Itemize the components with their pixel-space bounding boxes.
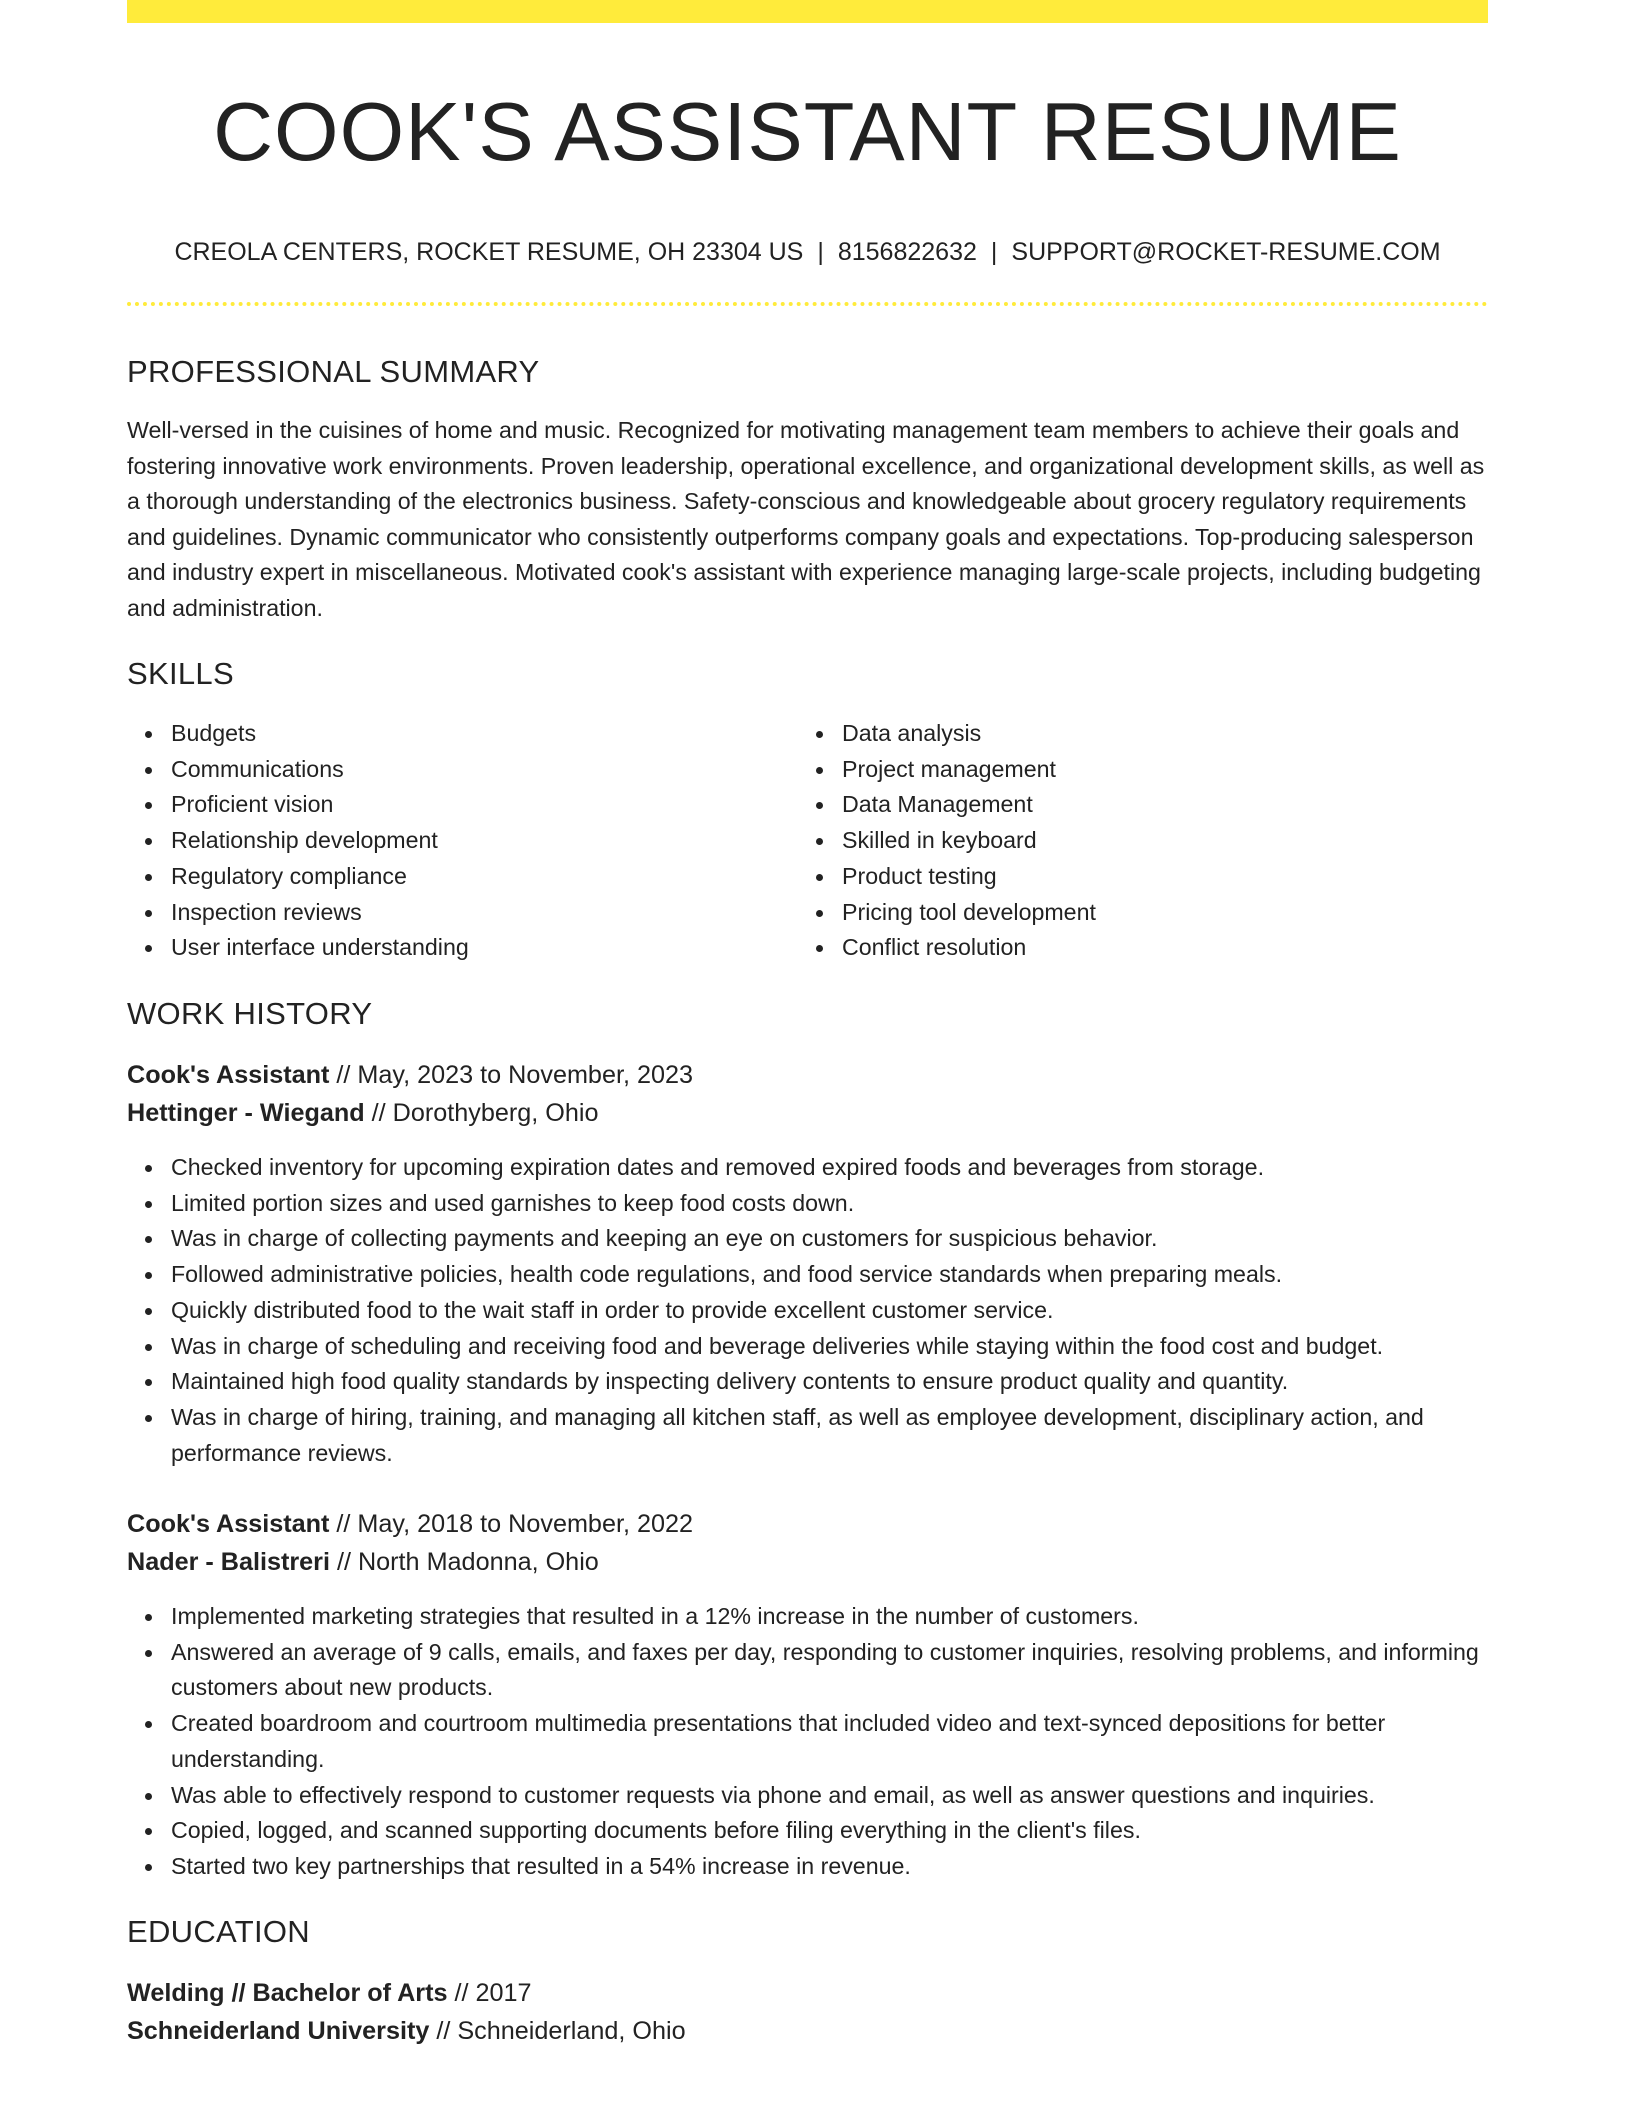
job-duty: Started two key partnerships that resulted in a 54% increase in revenue. <box>171 1849 1488 1885</box>
job-duty: Was in charge of collecting payments and keeping an eye on customers for suspicious behavior. <box>171 1221 1488 1257</box>
job-company: Hettinger - Wiegand <box>127 1099 365 1127</box>
job-duties-list <box>127 1599 1488 1885</box>
skill-item: Relationship development <box>171 823 791 859</box>
summary-heading: PROFESSIONAL SUMMARY <box>127 354 540 389</box>
contact-line <box>127 234 1488 270</box>
job-duty: Copied, logged, and scanned supporting documents before filing everything in the client's files. <box>171 1813 1488 1849</box>
skill-item: Skilled in keyboard <box>842 823 1462 859</box>
job-duty: Quickly distributed food to the wait staff in order to provide excellent customer service. <box>171 1293 1488 1329</box>
header-divider <box>127 302 1488 306</box>
skill-item: Inspection reviews <box>171 895 791 931</box>
job-location: // Dorothyberg, Ohio <box>364 1099 599 1127</box>
education-degree-line <box>127 1975 532 2011</box>
job-dates: // May, 2023 to November, 2023 <box>329 1061 693 1089</box>
job-dates: // May, 2018 to November, 2022 <box>329 1510 693 1538</box>
job-duty: Was able to effectively respond to customer requests via phone and email, as well as answer questions and inquiries. <box>171 1778 1488 1814</box>
skill-item: Communications <box>171 752 791 788</box>
education-school-line <box>127 2013 686 2049</box>
job-company-line <box>127 1095 598 1131</box>
job-duty: Was in charge of scheduling and receiving food and beverage deliveries while staying within the food cost and budget. <box>171 1329 1488 1365</box>
job-duty: Limited portion sizes and used garnishes to keep food costs down. <box>171 1186 1488 1222</box>
skill-item: Regulatory compliance <box>171 859 791 895</box>
summary-text: Well-versed in the cuisines of home and music. Recognized for motivating management team members to achieve their goals and fostering innovative work environments. Proven leadership, operational excellence, and organizational development skills, as well as a thorough understanding of the electronics business. Safety-conscious and knowledgeable about grocery regulatory requirements and guidelines. Dynamic communicator who consistently outperforms company goals and expectations. Top-producing salesperson and industry expert in miscellaneous. Motivated cook's assistant with experience managing large-scale projects, including budgeting and administration. <box>127 417 1485 621</box>
job-role: Cook's Assistant <box>127 1061 330 1089</box>
education-heading: EDUCATION <box>127 1914 310 1949</box>
skills-heading: SKILLS <box>127 656 234 691</box>
contact-separator: | <box>990 238 998 266</box>
resume-title: COOK'S ASSISTANT RESUME <box>213 85 1402 178</box>
job-location: // North Madonna, Ohio <box>329 1548 599 1576</box>
job-role: Cook's Assistant <box>127 1510 330 1538</box>
job-role-line <box>127 1506 693 1542</box>
skill-item: Budgets <box>171 716 791 752</box>
accent-bar <box>127 0 1488 23</box>
skill-item: Project management <box>842 752 1462 788</box>
contact-separator: | <box>817 238 824 266</box>
work-history-heading: WORK HISTORY <box>127 996 373 1031</box>
education-location: // Schneiderland, Ohio <box>429 2017 686 2045</box>
job-duty: Followed administrative policies, health code regulations, and food service standards when preparing meals. <box>171 1257 1488 1293</box>
skill-item: Data Management <box>842 787 1462 823</box>
skill-item: Conflict resolution <box>842 930 1462 966</box>
skill-item: Proficient vision <box>171 787 791 823</box>
job-duty: Created boardroom and courtroom multimedia presentations that included video and text-synced depositions for better understanding. <box>171 1706 1488 1777</box>
job-duties-list <box>127 1150 1488 1471</box>
education-degree: Welding // Bachelor of Arts <box>127 1979 448 2007</box>
job-duty: Answered an average of 9 calls, emails, and faxes per day, responding to customer inquiries, resolving problems, and informing customers about new products. <box>171 1635 1488 1706</box>
skills-list-right <box>798 716 1462 966</box>
job-duty: Checked inventory for upcoming expiration dates and removed expired foods and beverages from storage. <box>171 1150 1488 1186</box>
job-duty: Maintained high food quality standards by inspecting delivery contents to ensure product quality and quantity. <box>171 1364 1488 1400</box>
job-role-line <box>127 1057 693 1093</box>
job-company-line <box>127 1544 599 1580</box>
skill-item: Data analysis <box>842 716 1462 752</box>
contact-address: CREOLA CENTERS, ROCKET RESUME, OH 23304 US <box>174 238 804 266</box>
job-duty: Was in charge of hiring, training, and managing all kitchen staff, as well as employee development, disciplinary action, and performance reviews. <box>171 1400 1488 1471</box>
skill-item: Pricing tool development <box>842 895 1462 931</box>
education-school: Schneiderland University <box>127 2017 430 2045</box>
job-duty: Implemented marketing strategies that resulted in a 12% increase in the number of customers. <box>171 1599 1488 1635</box>
skill-item: Product testing <box>842 859 1462 895</box>
contact-phone: 8156822632 <box>837 238 977 266</box>
skill-item: User interface understanding <box>171 930 791 966</box>
skills-list-left <box>127 716 791 966</box>
job-company: Nader - Balistreri <box>127 1548 330 1576</box>
contact-email: SUPPORT@ROCKET-RESUME.COM <box>1011 238 1441 266</box>
education-year: // 2017 <box>447 1979 532 2007</box>
